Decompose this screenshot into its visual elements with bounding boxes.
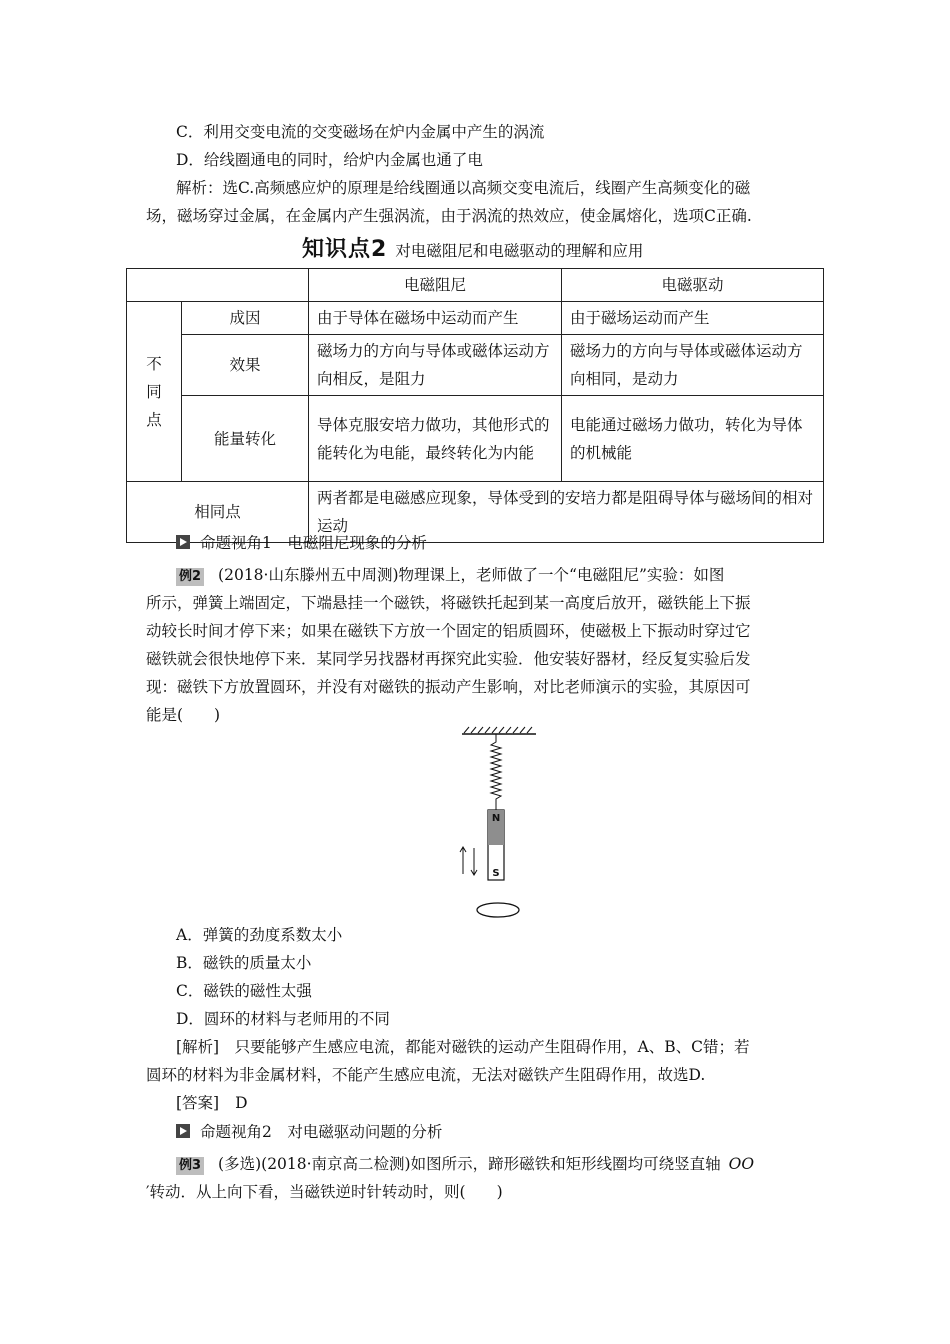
answer-line (176, 1092, 248, 1114)
spring-magnet-figure (440, 726, 560, 920)
same-label: 相同点 (127, 482, 309, 543)
play-icon (176, 535, 190, 549)
row-label: 能量转化 (182, 396, 309, 482)
knowledge-point-heading (302, 232, 643, 263)
row-label: 效果 (182, 335, 309, 396)
knowledge-point-label: 知识点2 (302, 237, 388, 262)
example-3-badge: 例3 (176, 1157, 204, 1175)
table-corner-cell (127, 269, 309, 302)
comparison-table (126, 268, 824, 543)
south-pole-label: S (492, 868, 500, 879)
group-diff-label: 不同点 (127, 302, 182, 482)
table-row (127, 396, 824, 482)
table-header-row (127, 269, 824, 302)
cell-driving: 磁场力的方向与导体或磁体运动方向相同，是动力 (562, 335, 824, 396)
example-2-line-1 (176, 564, 724, 586)
example-3-line-1 (176, 1153, 754, 1175)
solution-line-1: [解析] 只要能够产生感应电流，都能对磁铁的运动产生阻碍作用，A、B、C错；若 (176, 1038, 750, 1056)
ceiling-hatch (464, 727, 532, 733)
knowledge-point-title: 对电磁阻尼和电磁驱动的理解和应用 (395, 242, 644, 260)
axis-label: OO (728, 1155, 755, 1173)
cell-damping: 导体克服安培力做功，其他形式的能转化为电能，最终转化为内能 (309, 396, 562, 482)
example-2-line-6: 能是( ) (146, 706, 221, 724)
solution-line-2: 圆环的材料为非金属材料，不能产生感应电流，无法对磁铁产生阻碍作用，故选D. (146, 1066, 706, 1084)
option-d: D．圆环的材料与老师用的不同 (176, 1010, 390, 1028)
option-b: B．磁铁的质量太小 (176, 954, 312, 972)
example-2-line-2: 所示，弹簧上端固定，下端悬挂一个磁铁，将磁铁托起到某一高度后放开，磁铁能上下振 (146, 594, 751, 612)
same-text: 两者都是电磁感应现象，导体受到的安培力都是阻碍导体与磁场间的相对运动 (309, 482, 824, 543)
table-row (127, 335, 824, 396)
play-icon (176, 1124, 190, 1138)
example-2-badge: 例2 (176, 568, 204, 586)
example-2-text-1: (2018·山东滕州五中周测)物理课上，老师做了一个“电磁阻尼”实验：如图 (218, 566, 725, 584)
cell-driving: 电能通过磁场力做功，转化为导体的机械能 (562, 396, 824, 482)
view-2-text: 命题视角2 对电磁驱动问题的分析 (200, 1123, 443, 1141)
example-2-line-4: 磁铁就会很快地停下来．某同学另找器材再探究此实验．他安装好器材，经反复实验后发 (146, 650, 751, 668)
example-3-text-1: (多选)(2018·南京高二检测)如图所示，蹄形磁铁和矩形线圈均可绕竖直轴 (218, 1155, 721, 1173)
view-1-text: 命题视角1 电磁阻尼现象的分析 (200, 534, 427, 552)
cell-damping: 由于导体在磁场中运动而产生 (309, 302, 562, 335)
row-label: 成因 (182, 302, 309, 335)
view-1-heading (176, 532, 427, 554)
answer-value: D (235, 1094, 248, 1112)
analysis-line-2: 场，磁场穿过金属，在金属内产生强涡流，由于涡流的热效应，使金属熔化，选项C正确. (146, 207, 752, 225)
header-damping: 电磁阻尼 (309, 269, 562, 302)
view-2-heading (176, 1121, 442, 1143)
motion-arrows (460, 847, 477, 875)
option-c: C．磁铁的磁性太强 (176, 982, 312, 1000)
option-c-prev: C．利用交变电流的交变磁场在炉内金属中产生的涡流 (176, 123, 545, 141)
spring (491, 734, 501, 810)
metal-ring (477, 903, 519, 917)
option-d-prev: D．给线圈通电的同时，给炉内金属也通了电 (176, 151, 483, 169)
example-2-line-5: 现：磁铁下方放置圆环，并没有对磁铁的振动产生影响，对比老师演示的实验，其原因可 (146, 678, 751, 696)
north-pole-label: N (491, 813, 501, 824)
table-row (127, 302, 824, 335)
example-2-line-3: 动较长时间才停下来；如果在磁铁下方放一个固定的铝质圆环，使磁极上下振动时穿过它 (146, 622, 751, 640)
answer-label: [答案] (176, 1094, 220, 1112)
header-driving: 电磁驱动 (562, 269, 824, 302)
option-a: A．弹簧的劲度系数太小 (176, 926, 343, 944)
analysis-line-1: 解析：选C.高频感应炉的原理是给线圈通以高频交变电流后，线圈产生高频变化的磁 (176, 179, 751, 197)
example-3-line-2: ′转动．从上向下看，当磁铁逆时针转动时，则( ) (146, 1183, 503, 1201)
cell-damping: 磁场力的方向与导体或磁体运动方向相反，是阻力 (309, 335, 562, 396)
cell-driving: 由于磁场运动而产生 (562, 302, 824, 335)
